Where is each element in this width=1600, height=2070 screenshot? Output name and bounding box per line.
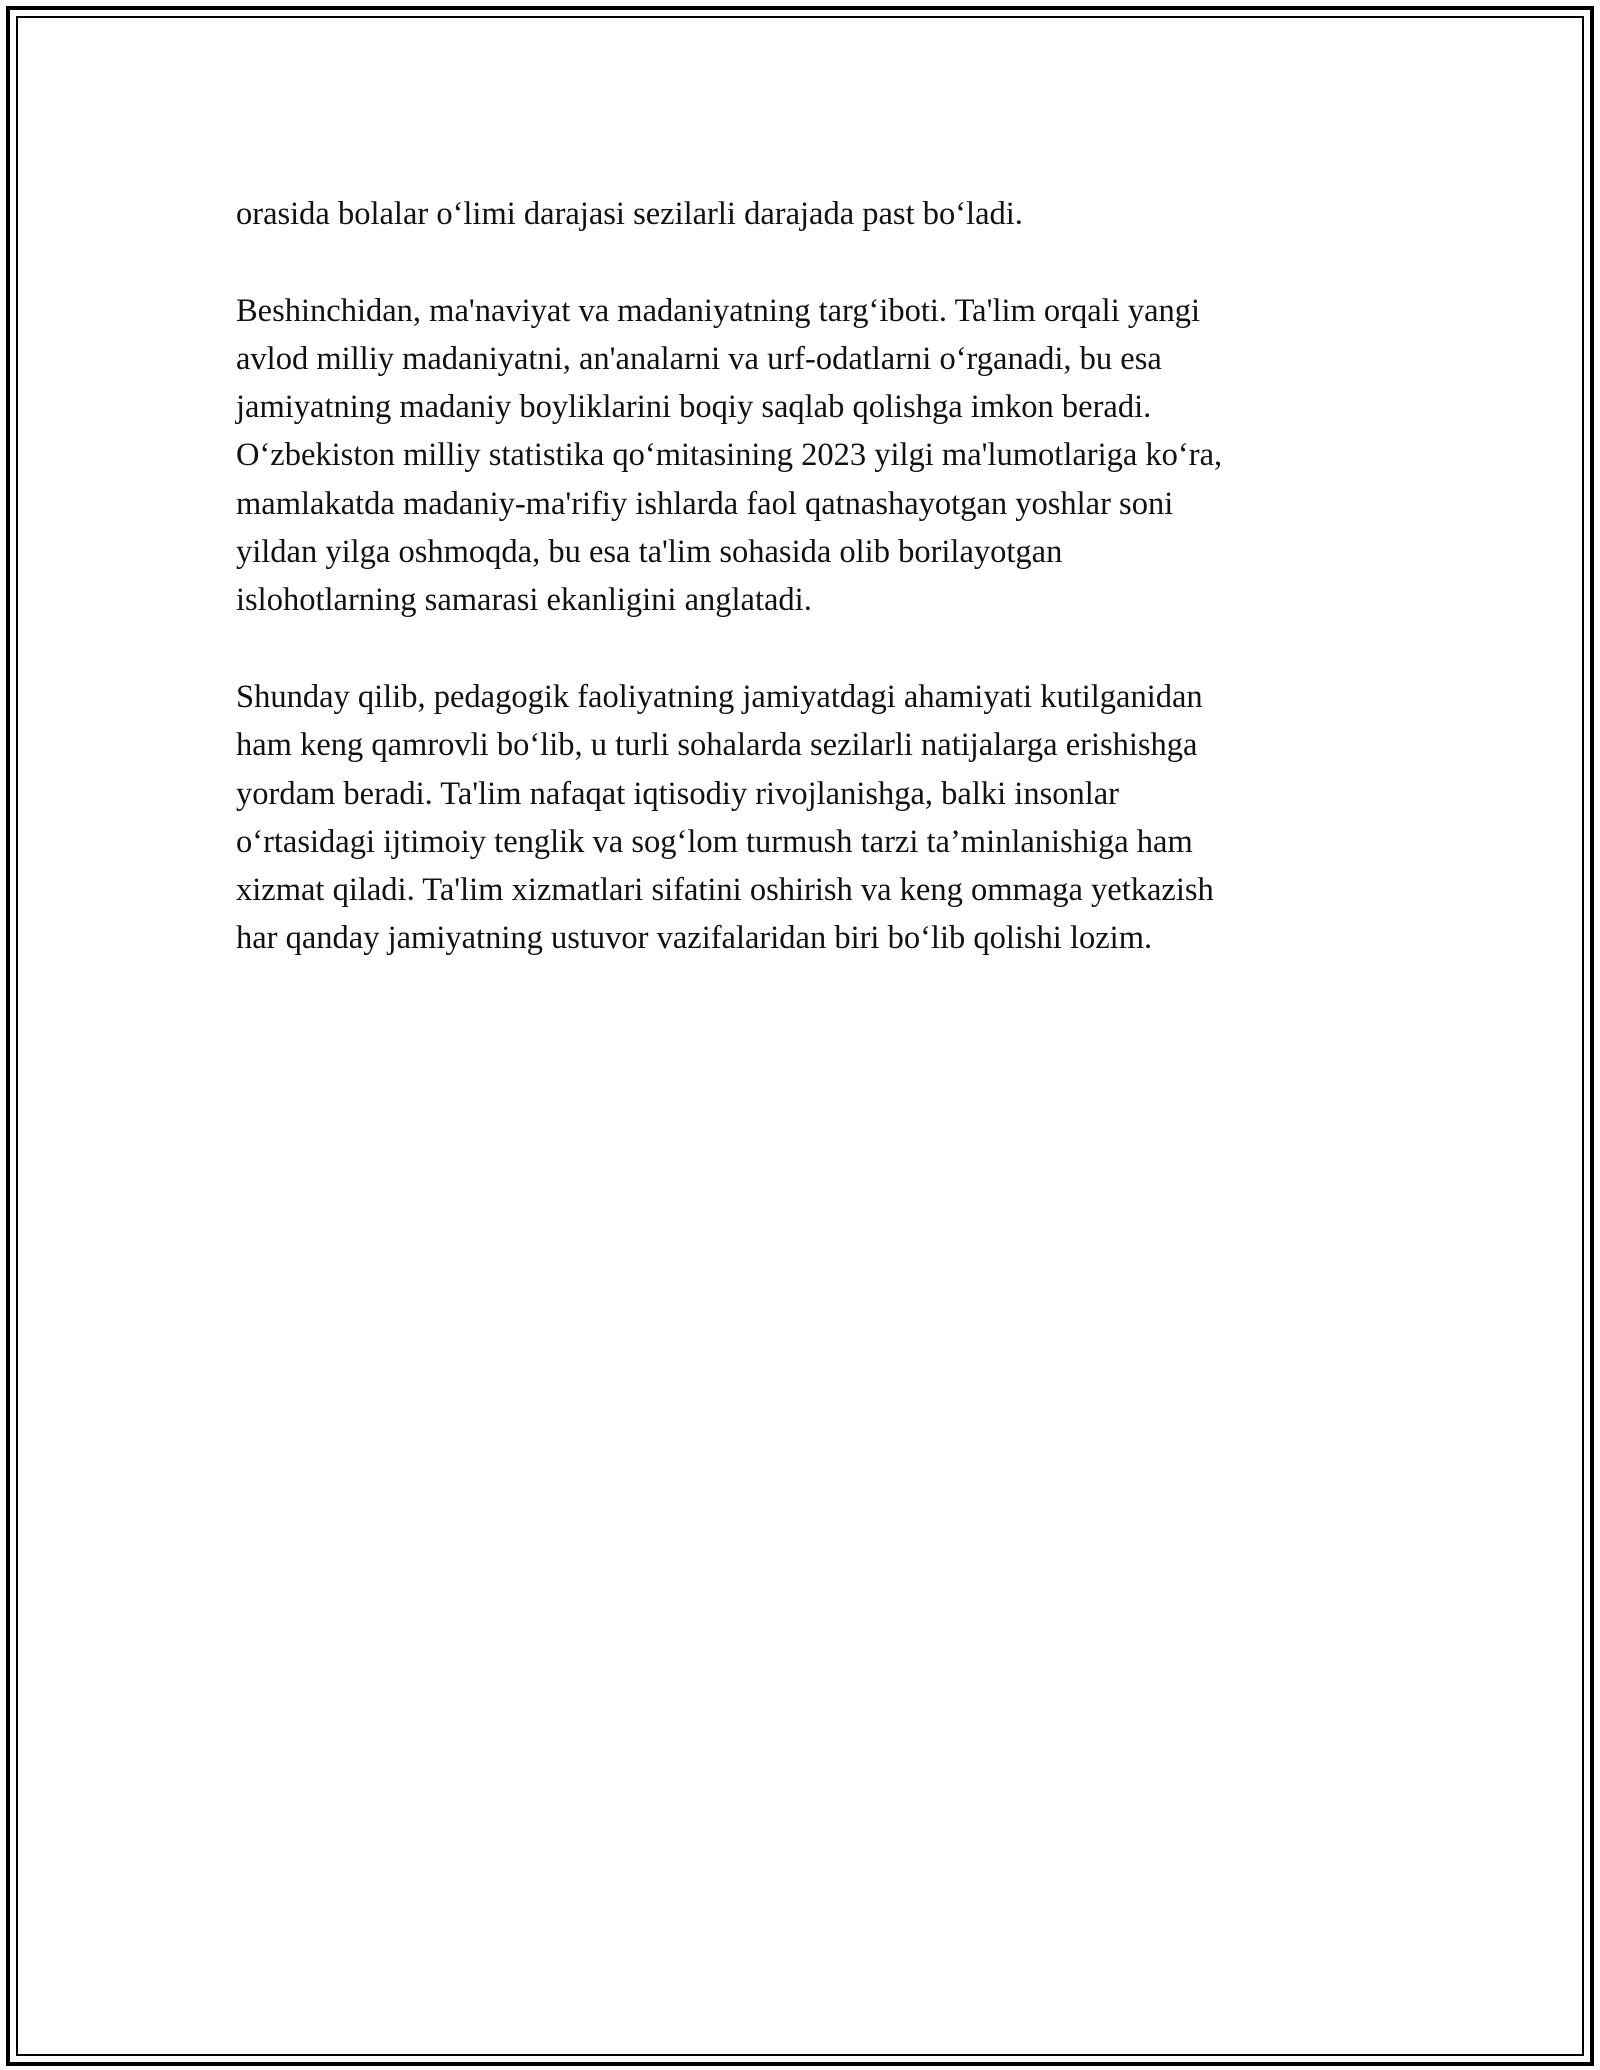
text-line: xizmat qiladi. Ta'lim xizmatlari sifatini oshirish va keng ommaga yetkazish (236, 872, 1214, 909)
text-line: Beshinchidan, ma'naviyat va madaniyatning targ‘iboti. Ta'lim orqali yangi (236, 292, 1201, 329)
text-line: Shunday qilib, pedagogik faoliyatning jamiyatdagi ahamiyati kutilganidan (236, 678, 1203, 715)
paragraph-1 (236, 190, 1406, 238)
text-line: yordam beradi. Ta'lim nafaqat iqtisodiy rivojlanishga, balki insonlar (236, 775, 1119, 812)
text-line: O‘zbekiston milliy statistika qo‘mitasining 2023 yilgi ma'lumotlariga ko‘ra, (236, 437, 1223, 474)
paragraph-2 (236, 287, 1406, 625)
paragraph-3 (236, 673, 1406, 963)
text-line: avlod milliy madaniyatni, an'analarni va urf-odatlarni o‘rganadi, bu esa (236, 340, 1162, 377)
text-line: jamiyatning madaniy boyliklarini boqiy saqlab qolishga imkon beradi. (236, 389, 1152, 426)
document-body (236, 190, 1406, 1011)
text-line: islohotlarning samarasi ekanligini anglatadi. (236, 582, 812, 619)
text-line: ham keng qamrovli bo‘lib, u turli sohalarda sezilarli natijalarga erishishga (236, 727, 1198, 764)
text-line: mamlakatda madaniy-ma'rifiy ishlarda faol qatnashayotgan yoshlar soni (236, 485, 1174, 522)
text-line: orasida bolalar o‘limi darajasi sezilarli darajada past bo‘ladi. (236, 196, 1023, 232)
text-line: har qanday jamiyatning ustuvor vazifalaridan biri bo‘lib qolishi lozim. (236, 920, 1153, 957)
text-line: yildan yilga oshmoqda, bu esa ta'lim sohasida olib borilayotgan (236, 534, 1063, 571)
text-line: o‘rtasidagi ijtimoiy tenglik va sog‘lom turmush tarzi ta’minlanishiga ham (236, 823, 1193, 860)
